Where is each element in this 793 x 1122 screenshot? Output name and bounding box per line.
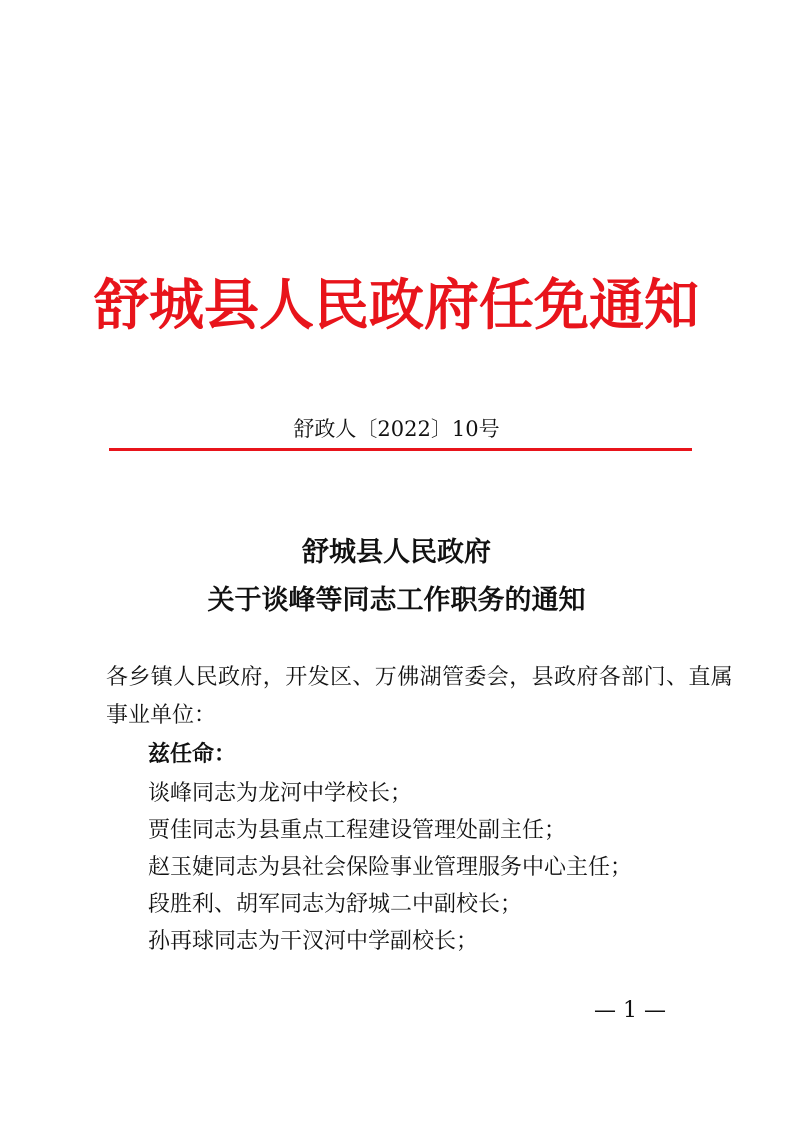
appointment-item: 贾佳同志为县重点工程建设管理处副主任；: [148, 818, 567, 843]
red-divider-line: [109, 448, 692, 451]
addressee-line-2: 事业单位：: [106, 703, 217, 728]
notice-title-line-2: 关于谈峰等同志工作职务的通知: [207, 585, 586, 616]
appointment-lead: 兹任命：: [148, 742, 237, 767]
appointment-item: 孙再球同志为干汊河中学副校长；: [148, 929, 479, 954]
appointment-item: 赵玉婕同志为县社会保险事业管理服务中心主任；: [148, 855, 633, 880]
addressee-line-1: 各乡镇人民政府，开发区、万佛湖管委会，县政府各部门、直属: [106, 665, 734, 690]
appointment-list: [148, 775, 632, 960]
appointment-item: 谈峰同志为龙河中学校长；: [148, 781, 413, 806]
notice-title-line-1: 舒城县人民政府: [302, 537, 491, 568]
document-number: 舒政人〔2022〕10号: [293, 417, 500, 441]
appointment-item: 段胜利、胡军同志为舒城二中副校长；: [148, 892, 523, 917]
red-masthead: 舒城县人民政府任免通知: [93, 273, 699, 337]
page-number: — 1 —: [594, 998, 666, 1023]
